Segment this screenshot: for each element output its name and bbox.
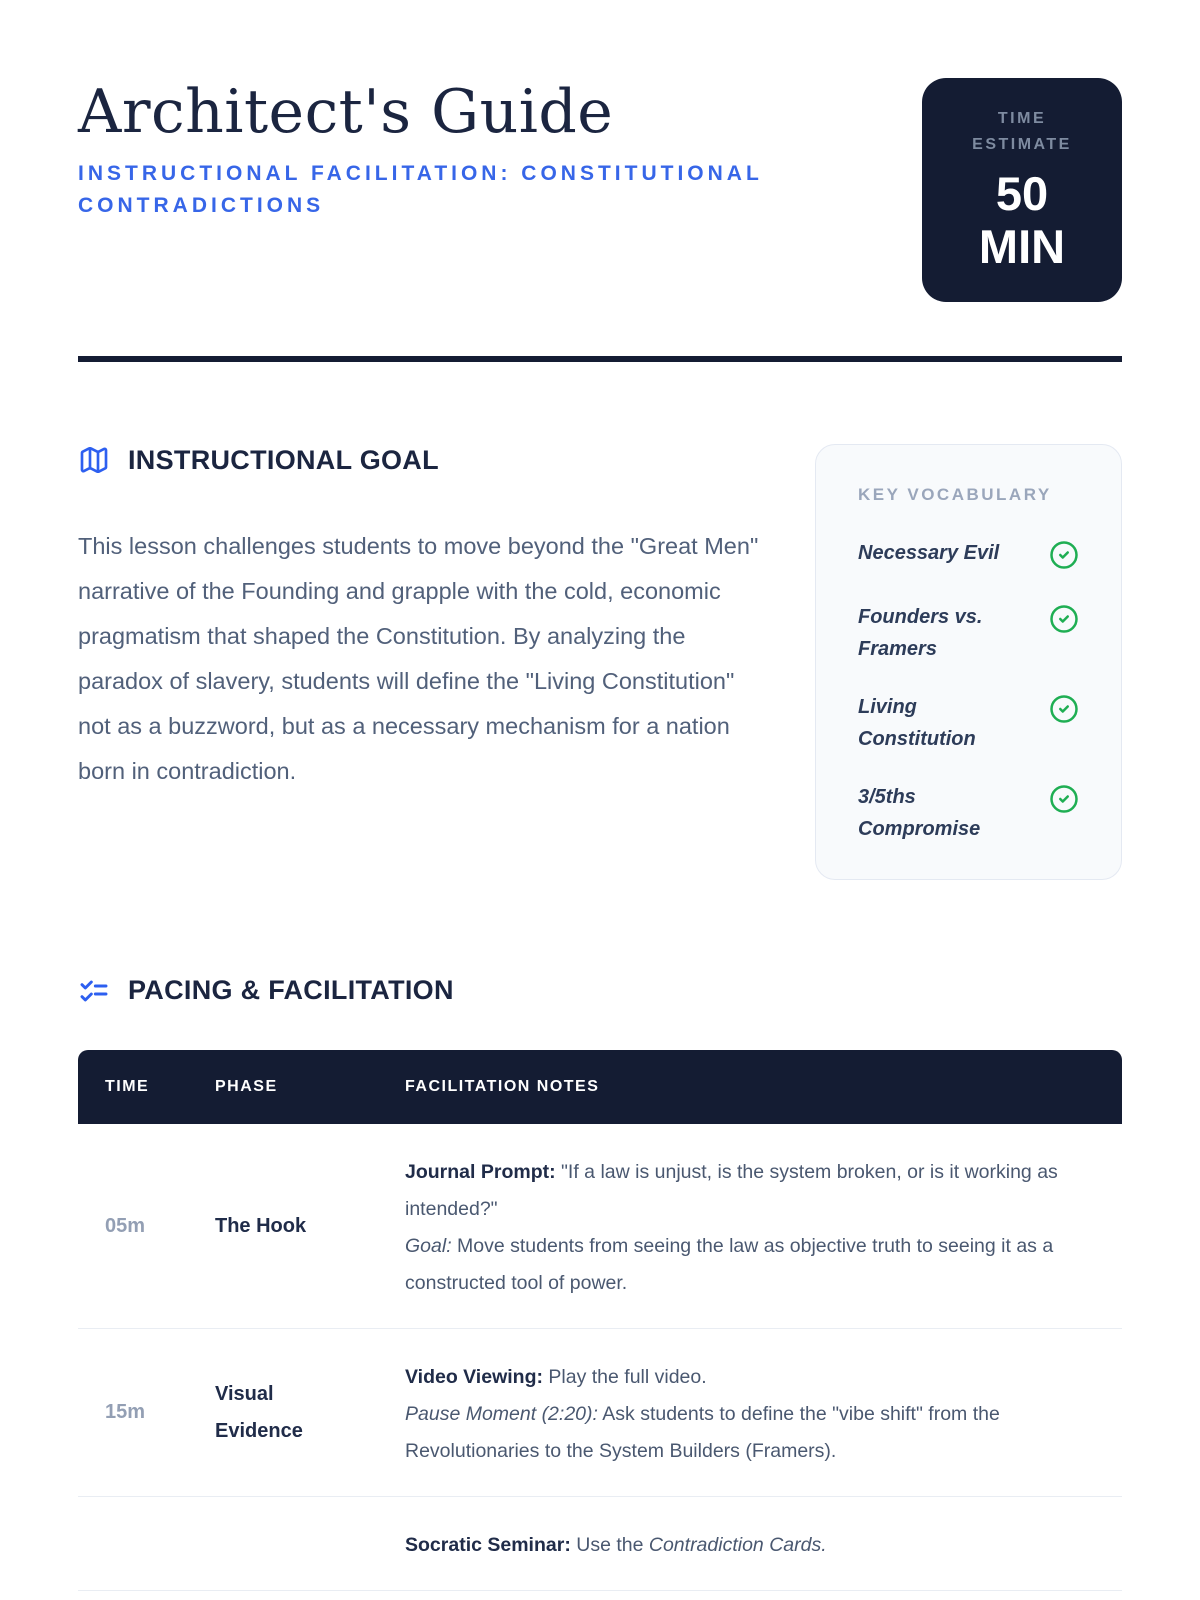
goal-left-column <box>78 444 790 880</box>
vocab-item <box>858 691 1079 755</box>
vocab-term: Founders vs. Framers <box>858 606 983 660</box>
pacing-section <box>78 974 1122 1591</box>
check-circle-icon <box>1049 537 1079 575</box>
vocab-term: Necessary Evil <box>858 542 1000 564</box>
column-header-time: TIME <box>105 1078 150 1095</box>
row-time: 05m <box>105 1214 146 1237</box>
section-divider <box>78 356 1122 362</box>
page-title: Architect's Guide <box>78 77 614 147</box>
list-checks-icon <box>78 974 110 1006</box>
vocabulary-heading: KEY VOCABULARY <box>858 485 1052 504</box>
time-estimate-badge <box>922 78 1122 302</box>
vocab-term: 3/5ths Compromise <box>858 786 981 840</box>
check-circle-icon <box>1049 781 1079 845</box>
row-notes: Video Viewing: Play the full video. Pause Moment (2:20): Ask students to define the "vibe shift" from the Revolutionaries to the System Builders (Framers). <box>405 1366 1000 1462</box>
row-phase: The Hook <box>215 1214 307 1237</box>
vocab-item <box>858 537 1079 575</box>
table-row <box>78 1497 1122 1591</box>
row-notes: Socratic Seminar: Use the Contradiction Cards. <box>405 1534 827 1556</box>
pacing-heading <box>78 974 1122 1006</box>
map-icon <box>78 444 110 476</box>
pacing-table <box>78 1050 1122 1591</box>
instructional-goal-section <box>78 444 1122 880</box>
time-badge-label: TIME ESTIMATE <box>972 110 1072 154</box>
goal-heading-label: INSTRUCTIONAL GOAL <box>128 444 439 475</box>
check-circle-icon <box>1049 601 1079 665</box>
column-header-notes: FACILITATION NOTES <box>405 1078 600 1095</box>
check-circle-icon <box>1049 691 1079 755</box>
table-body <box>78 1124 1122 1591</box>
vocab-item <box>858 781 1079 845</box>
table-row <box>78 1329 1122 1497</box>
row-time: 15m <box>105 1401 146 1423</box>
vocab-item <box>858 601 1079 665</box>
time-badge-unit: MIN <box>978 220 1066 273</box>
header <box>78 76 1122 302</box>
vocabulary-list <box>858 537 1079 845</box>
table-row <box>78 1124 1122 1329</box>
column-header-phase: PHASE <box>215 1078 278 1095</box>
title-block <box>78 76 918 222</box>
goal-heading <box>78 444 790 476</box>
page-subtitle: INSTRUCTIONAL FACILITATION: CONSTITUTIONAL CONTRADICTIONS <box>78 162 763 217</box>
time-badge-value: 50 <box>995 167 1049 221</box>
goal-paragraph: This lesson challenges students to move beyond the "Great Men" narrative of the Founding and grapple with the cold, economic pragmatism that shaped the Constitution. By analyzing the paradox of slavery, students will define the "Living Constitution" not as a buzzword, but as a necessary mechanism for a nation born in contradiction. <box>78 533 759 784</box>
row-phase: Visual Evidence <box>215 1382 303 1442</box>
key-vocabulary-card <box>815 444 1122 880</box>
pacing-heading-label: PACING & FACILITATION <box>128 974 454 1005</box>
row-notes: Journal Prompt: "If a law is unjust, is the system broken, or is it working as intended?" Goal: Move students from seeing the law as objective truth to seeing it as a constructed tool of power. <box>405 1161 1058 1294</box>
vocab-term: Living Constitution <box>858 696 976 750</box>
table-header-row <box>78 1050 1122 1124</box>
